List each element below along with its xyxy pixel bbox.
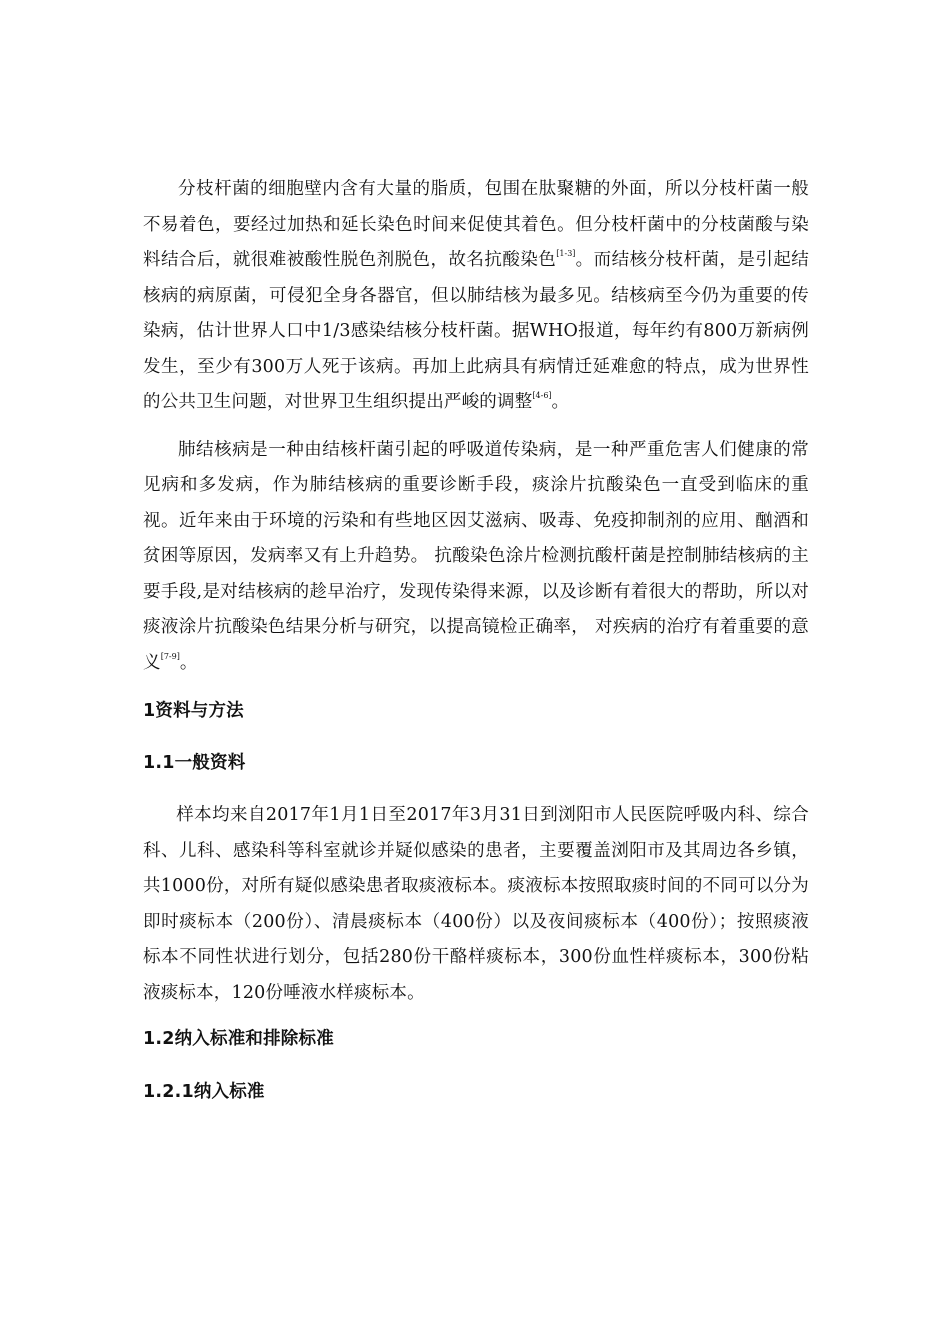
document-body	[143, 172, 809, 1104]
paragraph-text: 。而结核分枝杆菌，是引起结核病的病原菌，可侵犯全身各器官，但以肺结核为最多见。结核病至今仍为重要的传染病，估计世界人口中1/3感染结核分枝杆菌。据WHO报道，每年约有800万新病例发生，至少有300万人死于该病。再加上此病具有病情迁延难愈的特点，成为世界性的公共卫生问题，对世界卫生组织提出严峻的调整	[143, 250, 809, 412]
paragraph-text: 分枝杆菌的细胞壁内含有大量的脂质，包围在肽聚糖的外面，所以分枝杆菌一般不易着色，要经过加热和延长染色时间来促使其着色。但分枝杆菌中的分枝菌酸与染料结合后，就很难被酸性脱色剂脱色，故名抗酸染色	[143, 179, 809, 270]
citation-ref: [7-9]	[160, 651, 180, 661]
paragraph-text: 。	[551, 392, 570, 412]
subsection-heading-criteria: 1.2纳入标准和排除标准	[143, 1029, 334, 1049]
paragraph-text: 肺结核病是一种由结核杆菌引起的呼吸道传染病，是一种严重危害人们健康的常见病和多发病，作为肺结核病的重要诊断手段，痰涂片抗酸染色一直受到临床的重视。近年来由于环境的污染和有些地区因艾滋病、吸毒、免疫抑制剂的应用、酗酒和贫困等原因，发病率又有上升趋势。 抗酸染色涂片检测抗酸杆菌是控制肺结核病的主要手段,是对结核病的趁早治疗，发现传染得来源，以及诊断有着很大的帮助，所以对痰液涂片抗酸染色结果分析与研究，以提高镜检正确率， 对疾病的治疗有着重要的意义	[143, 439, 809, 673]
subsubsection-heading-inclusion: 1.2.1纳入标准	[143, 1082, 265, 1102]
paragraph-sample-source: 样本均来自2017年1月1日至2017年3月31日到浏阳市人民医院呼吸内科、综合科、儿科、感染科等科室就诊并疑似感染的患者，主要覆盖浏阳市及其周边各乡镇，共1000份，对所有疑似感染患者取痰液标本。痰液标本按照取痰时间的不同可以分为即时痰标本（200份）、清晨痰标本（400份）以及夜间痰标本（400份）；按照痰液标本不同性状进行划分，包括280份干酪样痰标本，300份血性样痰标本，300份粘液痰标本，120份唾液水样痰标本。	[143, 805, 809, 1003]
section-heading-materials-methods: 1资料与方法	[143, 701, 244, 721]
paragraph-tuberculosis-diagnosis	[143, 433, 809, 682]
citation-ref: [4-6]	[532, 391, 552, 401]
paragraph-intro-mycobacteria	[143, 172, 809, 421]
citation-ref: [1-3]	[556, 249, 576, 259]
paragraph-text: 。	[179, 652, 198, 673]
subsection-heading-general-data: 1.1一般资料	[143, 753, 246, 773]
